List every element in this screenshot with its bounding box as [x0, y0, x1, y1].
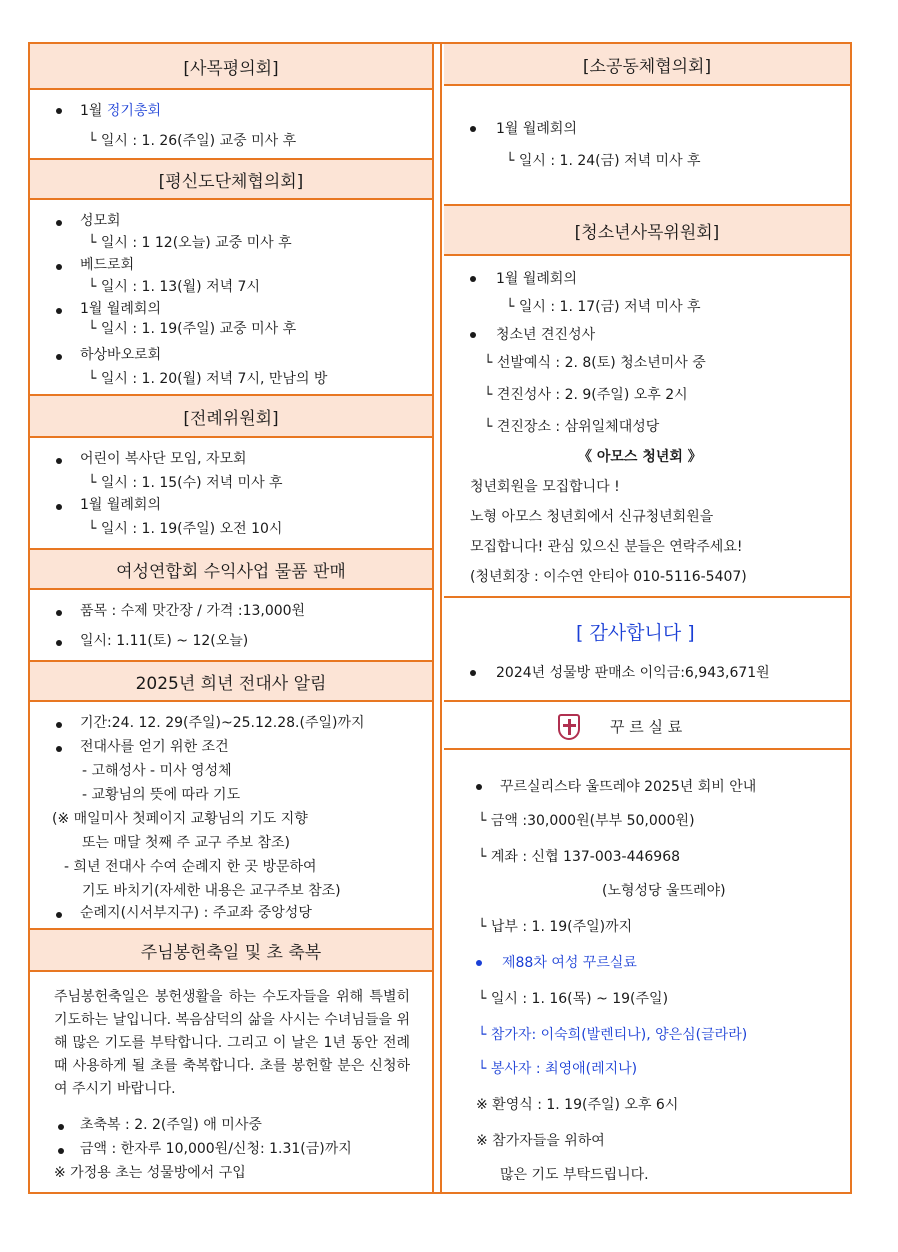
- cursillo-body: [444, 750, 850, 1190]
- list-item: ※ 가정용 초는 성물방에서 구입: [54, 1165, 246, 1181]
- section-title: [평신도단체협의회]: [158, 171, 304, 192]
- women-sale-header: [30, 548, 432, 590]
- section-title: 주님봉헌축일 및 초 축복: [140, 942, 322, 963]
- lay-groups-body: [30, 200, 432, 394]
- bullet: [470, 670, 476, 676]
- amos-line: 모집합니다! 관심 있으신 분들은 연락주세요!: [470, 539, 743, 555]
- bullet: [56, 108, 62, 114]
- small-community-body: [444, 86, 850, 204]
- thanks-body: [444, 596, 850, 700]
- bullet: [56, 610, 62, 616]
- list-item: 품목 : 수제 맛간장 / 가격 :13,000원: [80, 603, 306, 619]
- amos-title: 《 아모스 청년회 》: [578, 449, 702, 465]
- pastoral-council-body: [30, 90, 432, 158]
- list-item: 일시: 1.11(토) ~ 12(오늘): [80, 633, 249, 649]
- list-item-detail: └ 선발예식 : 2. 8(토) 청소년미사 중: [484, 355, 706, 371]
- thanks-title: [ 감사합니다 ]: [576, 622, 695, 644]
- list-item: 어린이 복사단 모임, 자모회: [80, 451, 247, 467]
- presentation-body: [30, 972, 432, 1192]
- bullet: [58, 1124, 64, 1130]
- list-item-detail: ※ 환영식 : 1. 19(주일) 오후 6시: [476, 1097, 679, 1113]
- amos-contact: (청년회장 : 이수연 안티아 010-5116-5407): [470, 569, 747, 585]
- list-item: 하상바오로회: [80, 347, 162, 363]
- list-item-detail: └ 일시 : 1. 17(금) 저녁 미사 후: [506, 299, 701, 315]
- list-item: 제88차 여성 꾸르실료: [502, 955, 637, 971]
- bullet: [470, 332, 476, 338]
- item-month: 1월: [80, 103, 103, 119]
- bullet: [58, 1148, 64, 1154]
- item-detail: └ 일시 : 1. 26(주일) 교중 미사 후: [88, 133, 297, 149]
- list-item: 기간:24. 12. 29(주일)~25.12.28.(주일)까지: [80, 715, 365, 731]
- youth-body: [444, 256, 850, 596]
- list-item: 1월 월례회의: [496, 121, 577, 137]
- thanks-amount: 2024년 성물방 판매소 이익금:6,943,671원: [496, 665, 770, 681]
- women-sale-body: [30, 590, 432, 660]
- list-item-detail: └ 일시 : 1. 16(목) ~ 19(주일): [478, 991, 669, 1007]
- list-item-detail: └ 일시 : 1 12(오늘) 교중 미사 후: [88, 235, 292, 251]
- small-community-header: [444, 44, 850, 86]
- amos-line: 청년회원을 모집합니다 !: [470, 479, 620, 495]
- list-item-detail: └ 견진장소 : 삼위일체대성당: [484, 419, 660, 435]
- list-item-detail: - 희년 전대사 수여 순례지 한 곳 방문하여: [64, 859, 317, 875]
- list-item: 순례지(시서부지구) : 주교좌 중앙성당: [80, 905, 312, 921]
- bullet: [56, 354, 62, 360]
- amos-line: 노형 아모스 청년회에서 신규청년회원을: [470, 509, 714, 525]
- list-item-detail: (※ 매일미사 첫페이지 교황님의 기도 지향: [52, 811, 308, 827]
- list-item-detail: └ 일시 : 1. 20(월) 저녁 7시, 만남의 방: [88, 371, 328, 387]
- jubilee-body: [30, 702, 432, 928]
- list-item-detail: (노형성당 울뜨레야): [602, 883, 726, 899]
- jubilee-header: [30, 660, 432, 702]
- list-item-detail: └ 일시 : 1. 19(주일) 교중 미사 후: [88, 321, 297, 337]
- bullet: [56, 640, 62, 646]
- section-title: [전례위원회]: [183, 408, 279, 429]
- bullet: [476, 784, 482, 790]
- list-item: 1월 월례회의: [80, 301, 161, 317]
- list-item: 초축복 : 2. 2(주일) 애 미사중: [80, 1117, 262, 1133]
- section-title: [사목평의회]: [183, 58, 279, 79]
- list-item: 꾸르실리스타 울뜨레야 2025년 회비 안내: [500, 779, 757, 795]
- liturgy-body: [30, 438, 432, 548]
- bullet: [56, 220, 62, 226]
- bullet: [476, 960, 482, 966]
- list-item-detail: └ 납부 : 1. 19(주일)까지: [478, 919, 633, 935]
- list-item-detail: - 고해성사 - 미사 영성체: [82, 763, 232, 779]
- section-title: [청소년사목위원회]: [574, 222, 720, 243]
- list-item-detail: └ 견진성사 : 2. 9(주일) 오후 2시: [484, 387, 688, 403]
- list-item-detail: └ 일시 : 1. 19(주일) 오전 10시: [88, 521, 283, 537]
- list-item: 성모회: [80, 213, 121, 229]
- cursillo-header: [444, 700, 850, 750]
- youth-header: [444, 204, 850, 256]
- bullet: [56, 912, 62, 918]
- presentation-header: [30, 928, 432, 972]
- list-item-detail: 많은 기도 부탁드립니다.: [500, 1167, 649, 1183]
- presentation-paragraph: 주님봉헌축일은 봉헌생활을 하는 수도자들을 위해 특별히 기도하는 날입니다. 복음삼덕의 삶을 사시는 수녀님들을 위해 많은 기도를 부탁합니다. 그리고 이 날은 1년 동안 전례때 사용하게 될 초를 축복합니다. 초를 봉헌할 분은 신청하여 주시기 바랍니다.: [54, 989, 410, 1097]
- list-item: 전대사를 얻기 위한 조건: [80, 739, 229, 755]
- bullet: [56, 308, 62, 314]
- bullet: [56, 458, 62, 464]
- liturgy-header: [30, 394, 432, 438]
- section-title: 꾸 르 실 료: [610, 718, 683, 736]
- list-item-detail: 기도 바치기(자세한 내용은 교구주보 참조): [82, 883, 341, 899]
- list-item-detail: - 교황님의 뜻에 따라 기도: [82, 787, 241, 803]
- list-item: 1월 월례회의: [496, 271, 577, 287]
- list-item-detail: └ 일시 : 1. 15(수) 저녁 미사 후: [88, 475, 283, 491]
- pastoral-council-header: [30, 44, 432, 90]
- list-item-detail: └ 금액 :30,000원(부부 50,000원): [478, 813, 695, 829]
- list-item-detail: └ 계좌 : 신협 137-003-446968: [478, 849, 681, 865]
- list-item-detail: ※ 참가자들을 위하여: [476, 1133, 605, 1149]
- list-item: 금액 : 한자루 10,000원/신청: 1.31(금)까지: [80, 1141, 352, 1157]
- bullet: [56, 504, 62, 510]
- left-column: [30, 44, 432, 1192]
- bullet: [470, 276, 476, 282]
- right-column: [444, 44, 850, 1190]
- list-item-detail: └ 참가자: 이숙희(발렌티나), 양은심(글라라): [478, 1027, 748, 1043]
- bullet: [56, 264, 62, 270]
- list-item: 베드로회: [80, 257, 135, 273]
- list-item: 청소년 견진성사: [496, 327, 596, 343]
- list-item-detail: └ 일시 : 1. 24(금) 저녁 미사 후: [506, 153, 701, 169]
- bullet: [56, 722, 62, 728]
- list-item-detail: └ 봉사자 : 최영애(레지나): [478, 1061, 638, 1077]
- list-item-detail: └ 일시 : 1. 13(월) 저녁 7시: [88, 279, 260, 295]
- bullet: [56, 746, 62, 752]
- section-title: 2025년 희년 전대사 알림: [135, 673, 327, 694]
- section-title: 여성연합회 수익사업 물품 판매: [116, 561, 346, 582]
- item-name: 정기총회: [106, 103, 161, 119]
- list-item: [80, 100, 161, 120]
- cross-shield-icon: [558, 714, 580, 740]
- section-title: [소공동체협의회]: [582, 56, 712, 77]
- column-divider: [432, 42, 442, 1194]
- lay-groups-header: [30, 158, 432, 200]
- list-item-detail: 또는 매달 첫째 주 교구 주보 참조): [82, 835, 290, 851]
- list-item: 1월 월례회의: [80, 497, 161, 513]
- bullet: [470, 126, 476, 132]
